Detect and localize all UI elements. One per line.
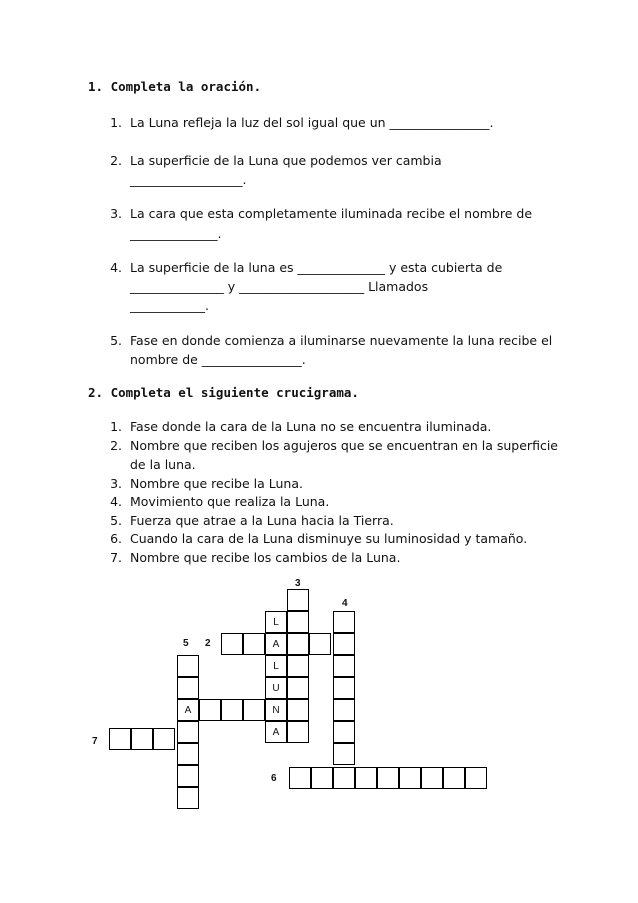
section1-title: 1. Completa la oración. [88, 79, 262, 94]
crossword-clue-number-3: 3 [295, 578, 301, 589]
clue-text: Nombre que recibe la Luna. [130, 476, 303, 491]
clue-text: de la luna. [130, 457, 196, 472]
crossword-cell[interactable] [333, 655, 355, 677]
clue-number: 1. [110, 419, 122, 434]
item-number: 1. [110, 115, 122, 130]
crossword-cell[interactable] [177, 765, 199, 787]
item-line: Fase en donde comienza a iluminarse nuevamente la luna recibe el [130, 333, 553, 348]
crossword-clue-number-6: 6 [271, 773, 277, 784]
crossword-cell[interactable] [287, 611, 309, 633]
clue-number: 7. [110, 550, 122, 565]
crossword-cell[interactable] [153, 728, 175, 750]
clue-number: 5. [110, 513, 122, 528]
item-line: _______________ y ____________________ Llamados [130, 279, 429, 294]
crossword-clue-number-2: 2 [205, 638, 211, 649]
clue-text: Fase donde la cara de la Luna no se encuentra iluminada. [130, 419, 492, 434]
crossword-cell[interactable]: A [265, 633, 287, 655]
item-line: ____________. [130, 298, 209, 313]
item-number: 5. [110, 333, 122, 348]
item-number: 4. [110, 260, 122, 275]
crossword-cell[interactable] [177, 743, 199, 765]
crossword-cell[interactable] [465, 767, 487, 789]
clue-text: Nombre que recibe los cambios de la Luna. [130, 550, 401, 565]
crossword-cell[interactable] [221, 633, 243, 655]
crossword-cell[interactable] [355, 767, 377, 789]
item-line: La superficie de la Luna que podemos ver cambia [130, 153, 442, 168]
crossword-cell[interactable] [177, 655, 199, 677]
crossword-cell[interactable] [199, 699, 221, 721]
crossword-cell[interactable]: L [265, 655, 287, 677]
crossword-cell[interactable] [421, 767, 443, 789]
crossword-cell[interactable]: U [265, 677, 287, 699]
clue-text: Fuerza que atrae a la Luna hacia la Tierra. [130, 513, 394, 528]
section2-title: 2. Completa el siguiente crucigrama. [88, 385, 359, 400]
item-line: La cara que esta completamente iluminada recibe el nombre de [130, 206, 533, 221]
crossword-cell[interactable] [177, 787, 199, 809]
clue-number: 2. [110, 438, 122, 453]
crossword-clue-number-5: 5 [183, 638, 189, 649]
crossword-cell[interactable] [243, 633, 265, 655]
item-number: 3. [110, 206, 122, 221]
crossword-clue-number-7: 7 [92, 736, 98, 747]
crossword-cell[interactable] [333, 699, 355, 721]
item-line: ______________. [130, 226, 222, 241]
crossword-cell[interactable]: N [265, 699, 287, 721]
crossword-cell[interactable] [131, 728, 153, 750]
crossword-cell[interactable] [287, 721, 309, 743]
crossword-cell[interactable] [333, 611, 355, 633]
crossword-cell[interactable] [311, 767, 333, 789]
clue-number: 6. [110, 531, 122, 546]
item-line: La superficie de la luna es ______________ y esta cubierta de [130, 260, 503, 275]
item-line: nombre de ________________. [130, 352, 306, 367]
clue-text: Cuando la cara de la Luna disminuye su luminosidad y tamaño. [130, 531, 528, 546]
crossword-cell[interactable] [333, 721, 355, 743]
crossword-cell[interactable] [333, 677, 355, 699]
crossword-cell[interactable] [109, 728, 131, 750]
crossword-cell[interactable] [443, 767, 465, 789]
crossword-cell[interactable]: A [177, 699, 199, 721]
item-number: 2. [110, 153, 122, 168]
crossword-cell[interactable] [287, 699, 309, 721]
clue-text: Movimiento que realiza la Luna. [130, 494, 330, 509]
crossword-cell[interactable]: L [265, 611, 287, 633]
clue-number: 3. [110, 476, 122, 491]
item-line: __________________. [130, 172, 247, 187]
crossword-cell[interactable] [221, 699, 243, 721]
item-line: La Luna refleja la luz del sol igual que un ________________. [130, 115, 494, 130]
crossword-cell[interactable] [333, 743, 355, 765]
crossword-cell[interactable] [177, 721, 199, 743]
crossword-cell[interactable] [399, 767, 421, 789]
clue-text: Nombre que reciben los agujeros que se encuentran en la superficie [130, 438, 558, 453]
crossword-cell[interactable] [287, 589, 309, 611]
crossword-cell[interactable] [333, 633, 355, 655]
crossword-cell[interactable] [333, 767, 355, 789]
crossword-cell[interactable] [289, 767, 311, 789]
crossword-cell[interactable]: A [265, 721, 287, 743]
crossword-cell[interactable] [243, 699, 265, 721]
crossword-cell[interactable] [309, 633, 331, 655]
clue-number: 4. [110, 494, 122, 509]
crossword-cell[interactable] [287, 633, 309, 655]
crossword-cell[interactable] [287, 655, 309, 677]
crossword-clue-number-4: 4 [342, 598, 348, 609]
crossword-cell[interactable] [377, 767, 399, 789]
crossword-cell[interactable] [287, 677, 309, 699]
crossword-cell[interactable] [177, 677, 199, 699]
